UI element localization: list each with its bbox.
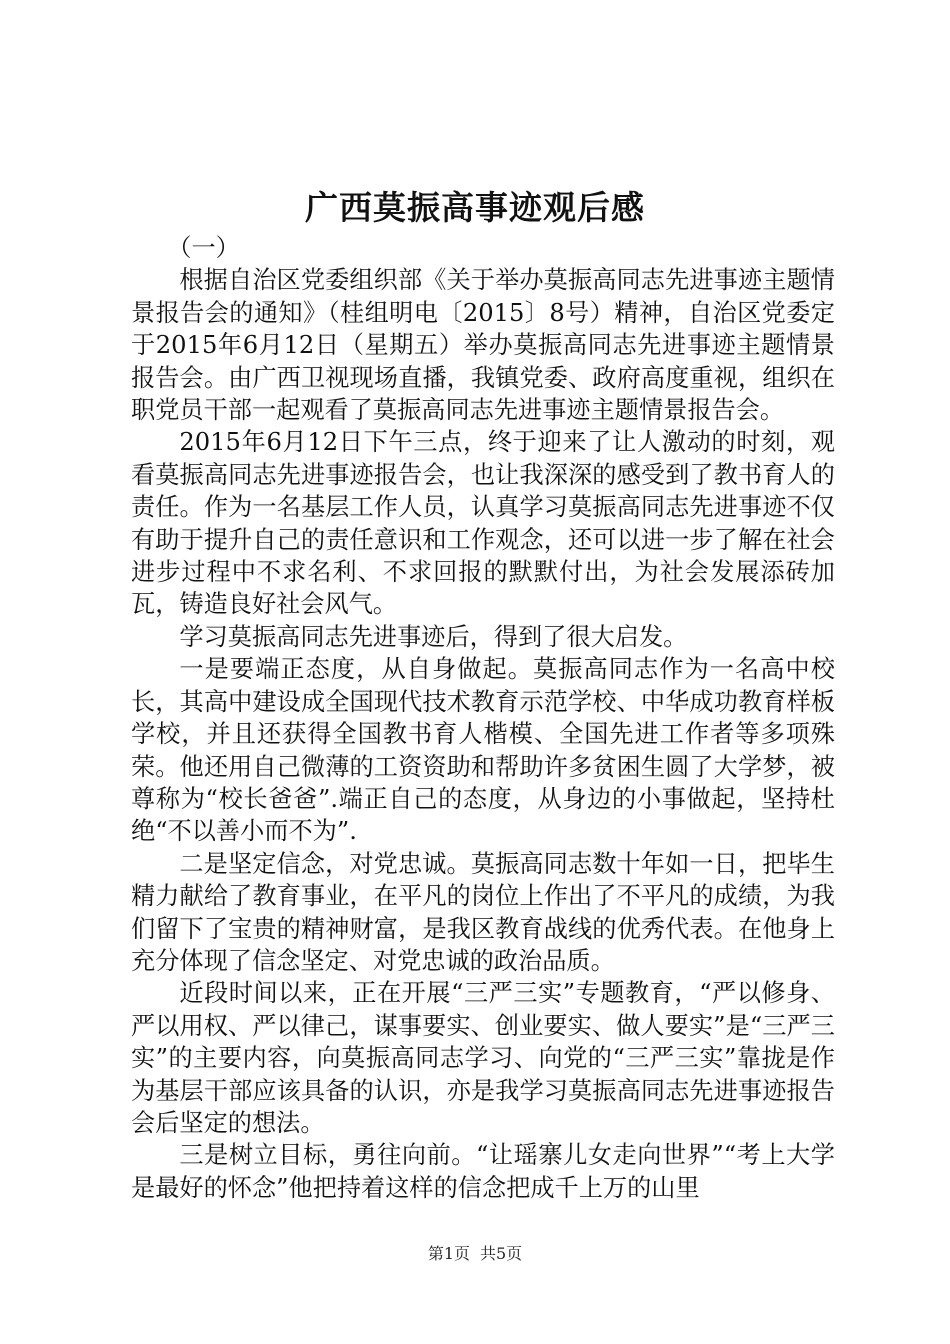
paragraph: 学习莫振高同志先进事迹后，得到了很大启发。 xyxy=(179,622,688,651)
paragraph: 根据自治区党委组织部《关于举办莫振高同志先进事迹主题情景报告会的通知》（桂组明电〔2015〕8号）精神，自治区党委定于2015年6月12日（星期五）举办莫振高同志先进事迹主题情景报告会。由广西卫视现场直播，我镇党委、政府高度重视，组织在职党员干部一起观看了莫振高同志先进事迹主题情景报告会。 xyxy=(131,266,835,425)
paragraph: 三是树立目标，勇往向前。“让瑶寨儿女走向世界”“考上大学是最好的怀念”他把持着这样的信念把成千上万的山里 xyxy=(131,1141,835,1202)
section-marker: （一） xyxy=(167,234,240,262)
paragraph: 二是坚定信念，对党忠诚。莫振高同志数十年如一日，把毕生精力献给了教育事业，在平凡的岗位上作出了不平凡的成绩，为我们留下了宝贵的精神财富，是我区教育战线的优秀代表。在他身上充分体现了信念坚定、对党忠诚的政治品质。 xyxy=(131,849,835,975)
paragraph: 近段时间以来，正在开展“三严三实”专题教育，“严以修身、严以用权、严以律己，谋事要实、创业要实、做人要实”是“三严三实”的主要内容，向莫振高同志学习、向党的“三严三实”靠拢是作为基层干部应该具备的认识，亦是我学习莫振高同志先进事迹报告会后坚定的想法。 xyxy=(131,979,835,1137)
document-body xyxy=(131,232,835,1204)
page-total: 共5页 xyxy=(480,1244,523,1263)
paragraph: 2015年6月12日下午三点，终于迎来了让人激动的时刻，观看莫振高同志先进事迹报告会，也让我深深的感受到了教书育人的责任。作为一名基层工作人员，认真学习莫振高同志先进事迹不仅有助于提升自己的责任意识和工作观念，还可以进一步了解在社会进步过程中不求名利、不求回报的默默付出，为社会发展添砖加瓦，铸造良好社会风气。 xyxy=(131,428,835,619)
page-footer xyxy=(0,1242,950,1266)
page-number: 第1页 xyxy=(427,1244,470,1263)
document-title: 广西莫振高事迹观后感 xyxy=(305,188,645,227)
paragraph: 一是要端正态度，从自身做起。莫振高同志作为一名高中校长，其高中建设成全国现代技术教育示范学校、中华成功教育样板学校，并且还获得全国教书育人楷模、全国先进工作者等多项殊荣。他还用自己微薄的工资资助和帮助许多贫困生圆了大学梦，被尊称为“校长爸爸”.端正自己的态度，从身边的小事做起，坚持杜绝“不以善小而不为”. xyxy=(131,655,835,846)
